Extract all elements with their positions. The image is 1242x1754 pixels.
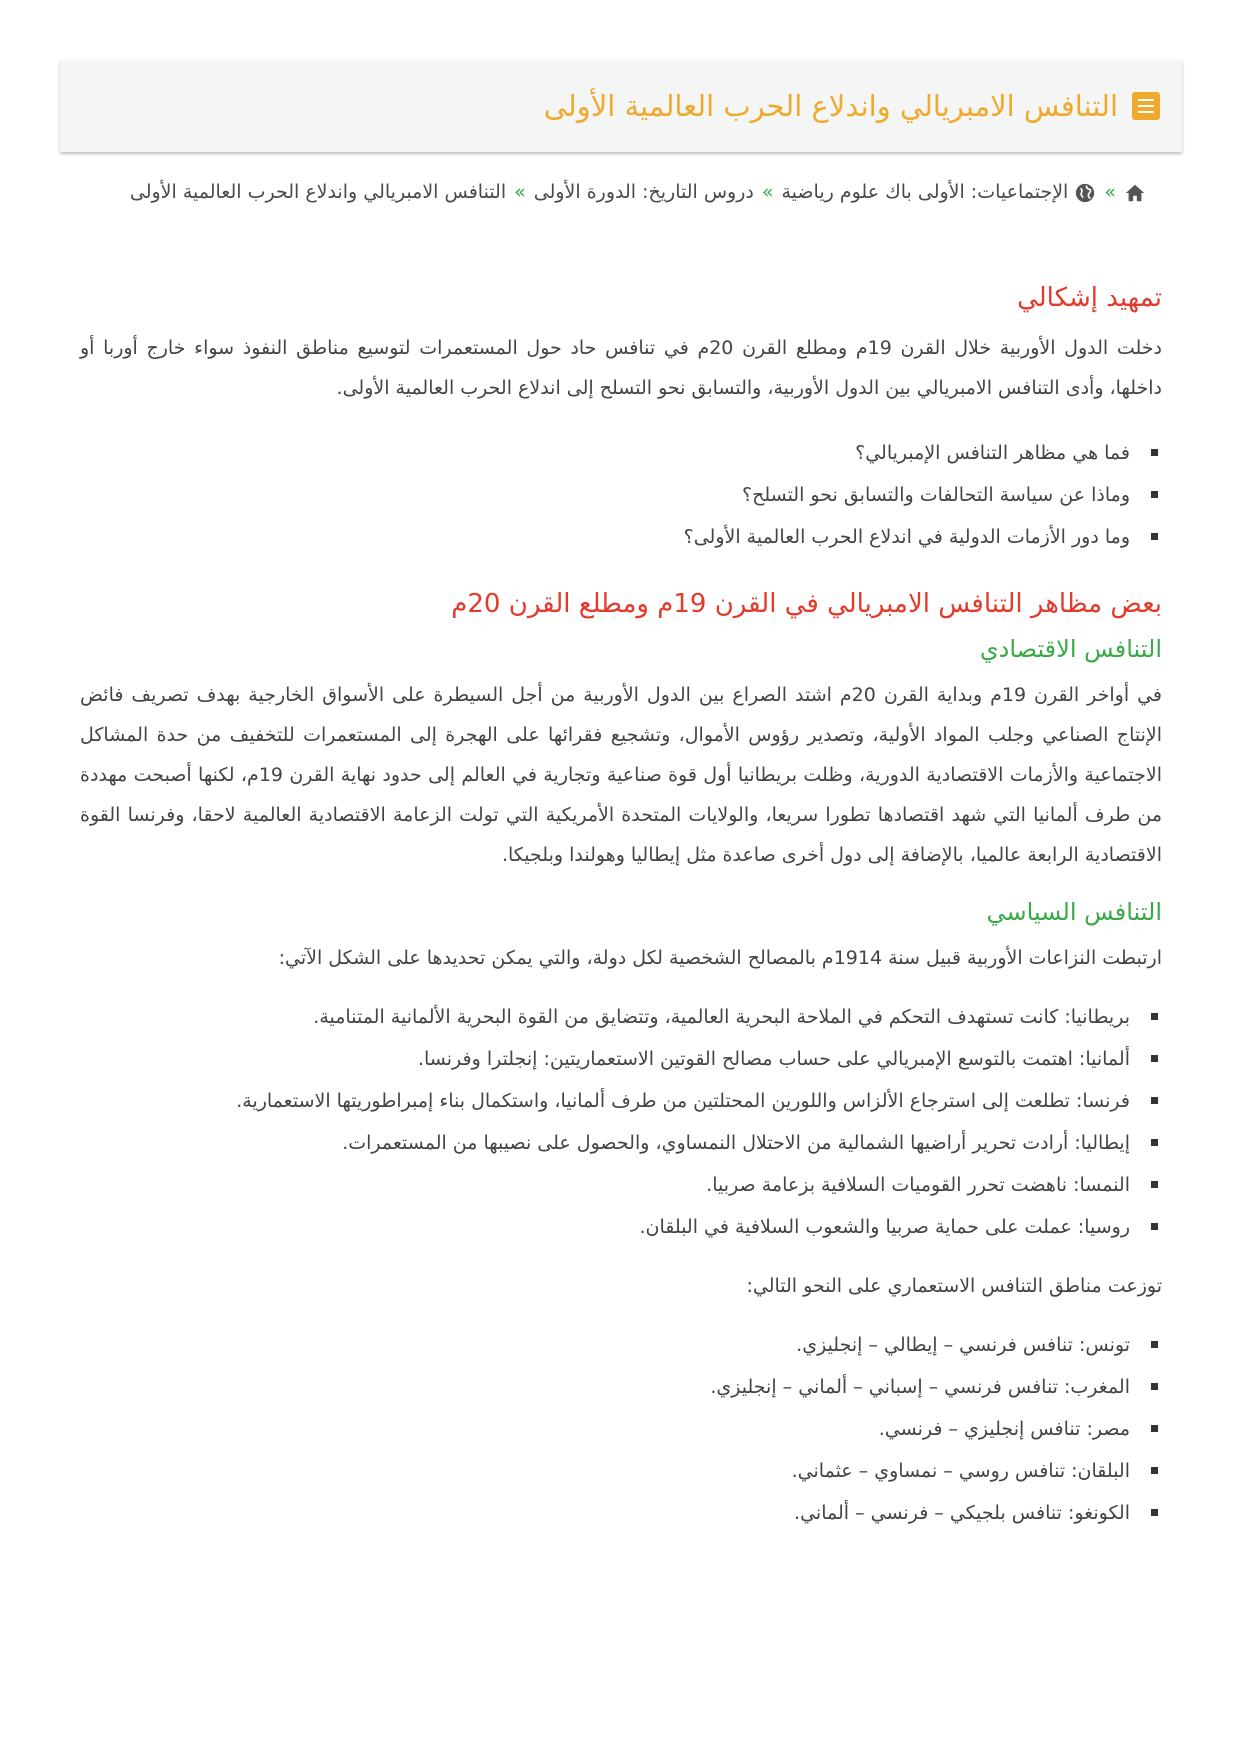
zones-paragraph: توزعت مناطق التنافس الاستعماري على النحو التالي: [746,1274,1162,1297]
economic-paragraph: في أواخر القرن 19م وبداية القرن 20م اشتد الصراع بين الدول الأوربية من أجل السيطرة على الأسواق الخارجية بهدف تصريف فائض الإنتاج الصناعي وجلب المواد الأولية، وتصدير رؤوس الأموال، وتشجيع فقرائها على الهجرة إلى المستعمرات للتخفيف من حدة المشاكل الاجتماعية والأزمات الاقتصادية الدورية، وظلت بريطانيا أول قوة صناعية وتجارية في العالم إلى حدود نهاية القرن 19م، لكنها أصبحت مهددة من طرف ألمانيا التي شهد اقتصادها تطورا سريعا، والولايات المتحدة الأمريكية التي تولت الزعامة الاقتصادية العالمية لاحقا، وفرنسا القوة الاقتصادية الرابعة عالميا، بالإضافة إلى دول أخرى صاعدة مثل إيطاليا وهولندا وبلجيكا. [80,683,1163,866]
breadcrumb-item-current: التنافس الامبريالي واندلاع الحرب العالمية الأولى [129,181,507,203]
breadcrumb-separator: » [1104,181,1116,203]
list-item: وما دور الأزمات الدولية في اندلاع الحرب العالمية الأولى؟ [80,516,1130,558]
home-icon[interactable] [1124,182,1146,204]
list-item: وماذا عن سياسة التحالفات والتسابق نحو التسلح؟ [80,474,1130,516]
list-item: فرنسا: تطلعت إلى استرجاع الألزاس واللورين المحتلتين من طرف ألمانيا، واستكمال بناء إمبراطوريتها الاستعمارية. [80,1080,1130,1122]
page-title: التنافس الامبريالي واندلاع الحرب العالمية الأولى [543,88,1118,123]
economic-heading: التنافس الاقتصادي [979,634,1162,663]
list-item: روسيا: عملت على حماية صربيا والشعوب السلافية في البلقان. [80,1206,1130,1248]
list-item: ألمانيا: اهتمت بالتوسع الإمبريالي على حساب مصالح القوتين الاستعماريتين: إنجلترا وفرنسا. [80,1038,1130,1080]
intro-heading: تمهيد إشكالي [1017,283,1162,313]
political-heading: التنافس السياسي [986,897,1162,926]
zones-list [80,1324,1162,1534]
list-item: المغرب: تنافس فرنسي – إسباني – ألماني – إنجليزي. [80,1366,1130,1408]
section-heading: بعض مظاهر التنافس الامبريالي في القرن 19م ومطلع القرن 20م [451,588,1162,619]
intro-paragraph: دخلت الدول الأوربية خلال القرن 19م ومطلع القرن 20م في تنافس حاد حول المستعمرات لتوسيع مناطق النفوذ سواء خارج أوربا أو داخلها، وأدى التنافس الامبريالي بين الدول الأوربية، والتسابق نحو التسلح إلى اندلاع الحرب العالمية الأولى. [80,336,1162,399]
list-item: النمسا: ناهضت تحرر القوميات السلافية بزعامة صربيا. [80,1164,1130,1206]
breadcrumb [60,170,1182,214]
title-card [60,60,1182,152]
list-item: مصر: تنافس إنجليزي – فرنسي. [80,1408,1130,1450]
political-list [80,996,1162,1248]
intro-questions-list [80,432,1162,558]
list-item: الكونغو: تنافس بلجيكي – فرنسي – ألماني. [80,1492,1130,1534]
list-item: البلقان: تنافس روسي – نمساوي – عثماني. [80,1450,1130,1492]
breadcrumb-separator: » [761,181,774,203]
globe-icon [1074,182,1096,204]
article-content [60,282,1182,1534]
breadcrumb-item-lessons[interactable]: دروس التاريخ: الدورة الأولى [533,181,754,203]
list-item: بريطانيا: كانت تستهدف التحكم في الملاحة البحرية العالمية، وتتضايق من القوة البحرية الألمانية المتنامية. [80,996,1130,1038]
list-item: إيطاليا: أرادت تحرير أراضيها الشمالية من الاحتلال النمساوي، والحصول على نصيبها من المستعمرات. [80,1122,1130,1164]
list-item: فما هي مظاهر التنافس الإمبريالي؟ [80,432,1130,474]
breadcrumb-separator: » [514,181,526,203]
breadcrumb-item-course[interactable]: الإجتماعيات: الأولى باك علوم رياضية [781,181,1069,203]
list-item: تونس: تنافس فرنسي – إيطالي – إنجليزي. [80,1324,1130,1366]
list-icon [1132,92,1160,120]
political-paragraph: ارتبطت النزاعات الأوربية قبيل سنة 1914م بالمصالح الشخصية لكل دولة، والتي يمكن تحديدها على الشكل الآتي: [278,946,1162,969]
page [60,60,1182,1534]
